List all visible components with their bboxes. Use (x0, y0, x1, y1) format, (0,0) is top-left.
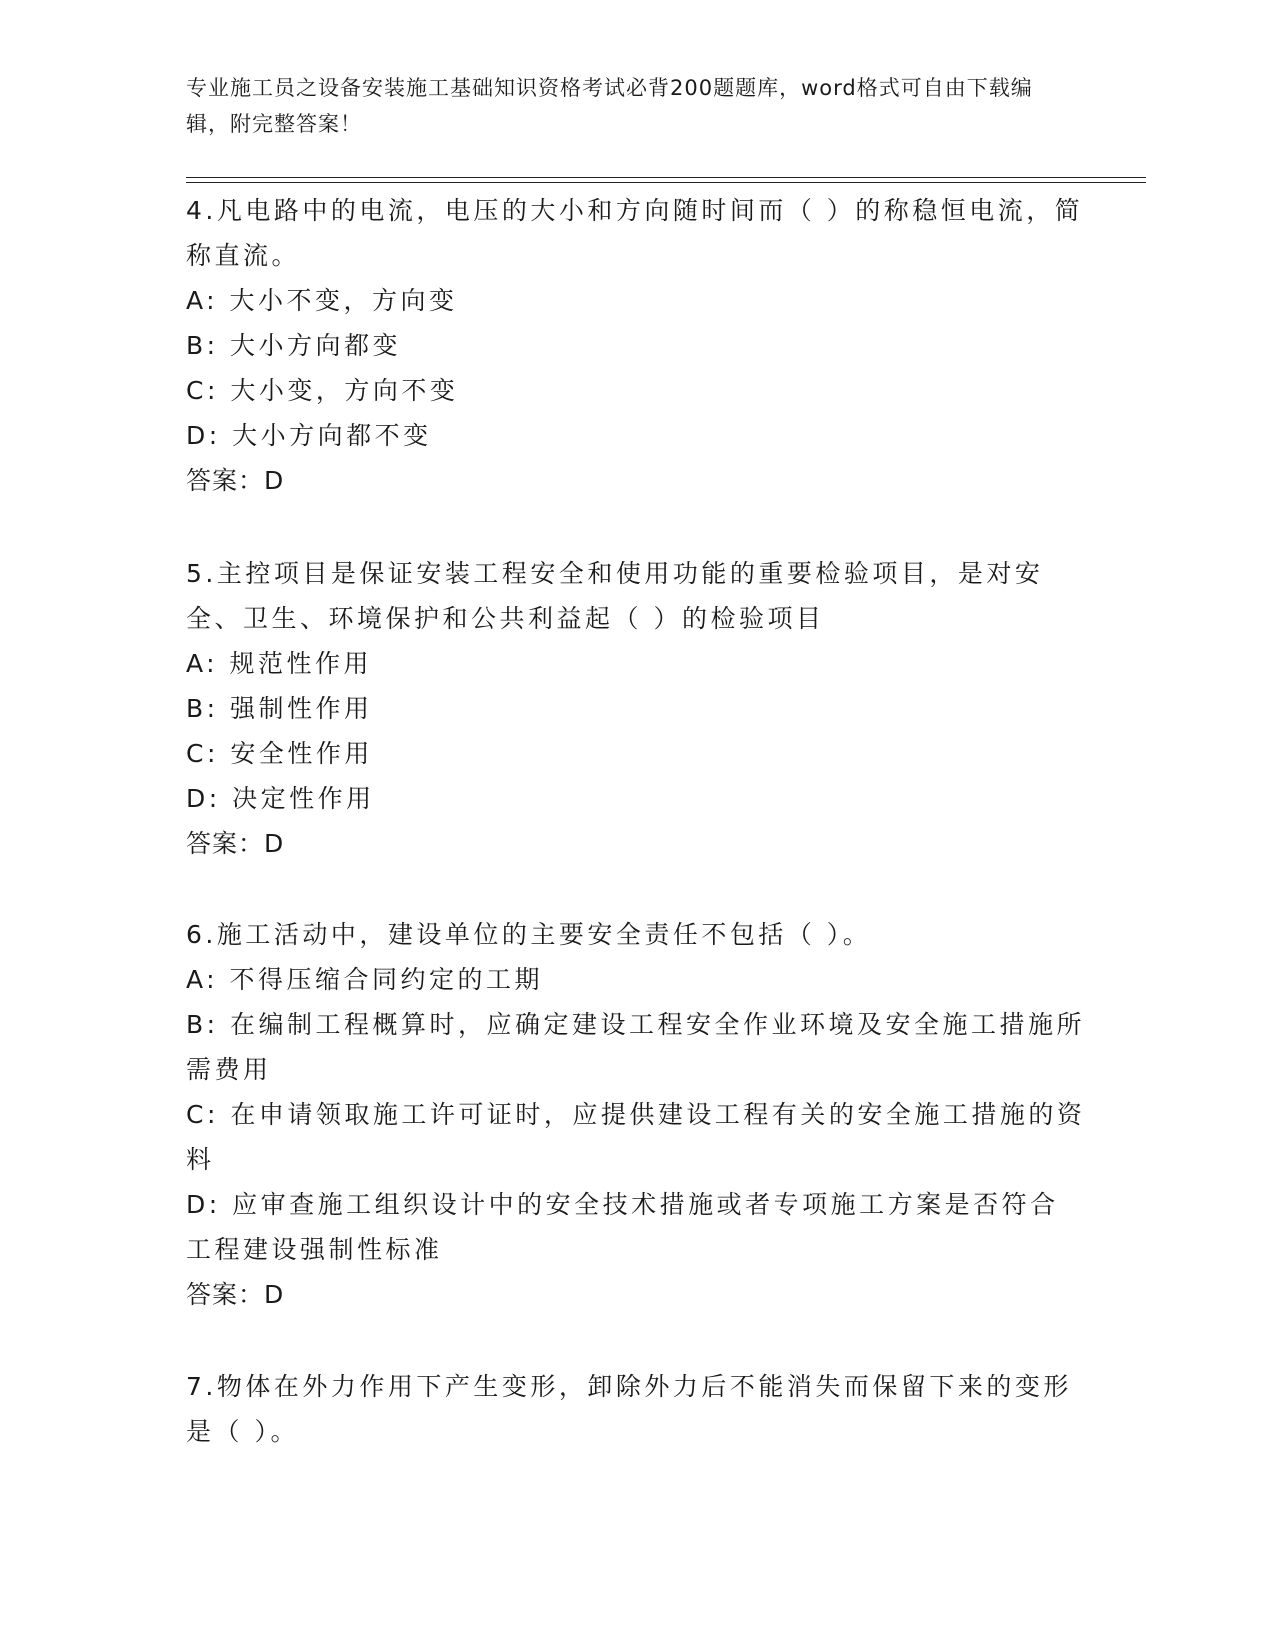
option-a: A: 规范性作用 (186, 649, 373, 678)
question-6 (186, 912, 1086, 1317)
option-c: C: 大小变，方向不变 (186, 376, 459, 405)
question-7 (186, 1364, 1086, 1454)
option-d: D: 决定性作用 (186, 784, 375, 813)
question-stem: 4.凡电路中的电流，电压的大小和方向随时间而（ ）的称稳恒电流，简称直流。 (186, 196, 1084, 270)
answer: 答案：D (186, 466, 285, 495)
header-divider-bottom (186, 182, 1146, 183)
option-c: C: 在申请领取施工许可证时，应提供建设工程有关的安全施工措施的资料 (186, 1100, 1086, 1174)
question-5 (186, 551, 1086, 866)
option-a: A: 不得压缩合同约定的工期 (186, 965, 544, 994)
header-divider-top (186, 177, 1146, 178)
option-d: D: 大小方向都不变 (186, 421, 432, 450)
option-a: A: 大小不变，方向变 (186, 286, 458, 315)
option-b: B: 在编制工程概算时，应确定建设工程安全作业环境及安全施工措施所需费用 (186, 1010, 1086, 1084)
answer: 答案：D (186, 829, 285, 858)
option-c: C: 安全性作用 (186, 739, 373, 768)
question-4 (186, 188, 1086, 503)
question-stem: 7.物体在外力作用下产生变形，卸除外力后不能消失而保留下来的变形是（ ）。 (186, 1372, 1072, 1446)
question-stem: 6.施工活动中，建设单位的主要安全责任不包括（ ）。 (186, 920, 872, 949)
question-stem: 5.主控项目是保证安装工程安全和使用功能的重要检验项目，是对安全、卫生、环境保护和公共利益起（ ）的检验项目 (186, 559, 1044, 633)
document-header: 专业施工员之设备安装施工基础知识资格考试必背200题题库，word格式可自由下载编辑，附完整答案！ (186, 76, 1033, 136)
answer: 答案：D (186, 1280, 285, 1309)
option-b: B: 大小方向都变 (186, 331, 402, 360)
option-d: D: 应审查施工组织设计中的安全技术措施或者专项施工方案是否符合工程建设强制性标准 (186, 1190, 1059, 1264)
option-b: B: 强制性作用 (186, 694, 373, 723)
